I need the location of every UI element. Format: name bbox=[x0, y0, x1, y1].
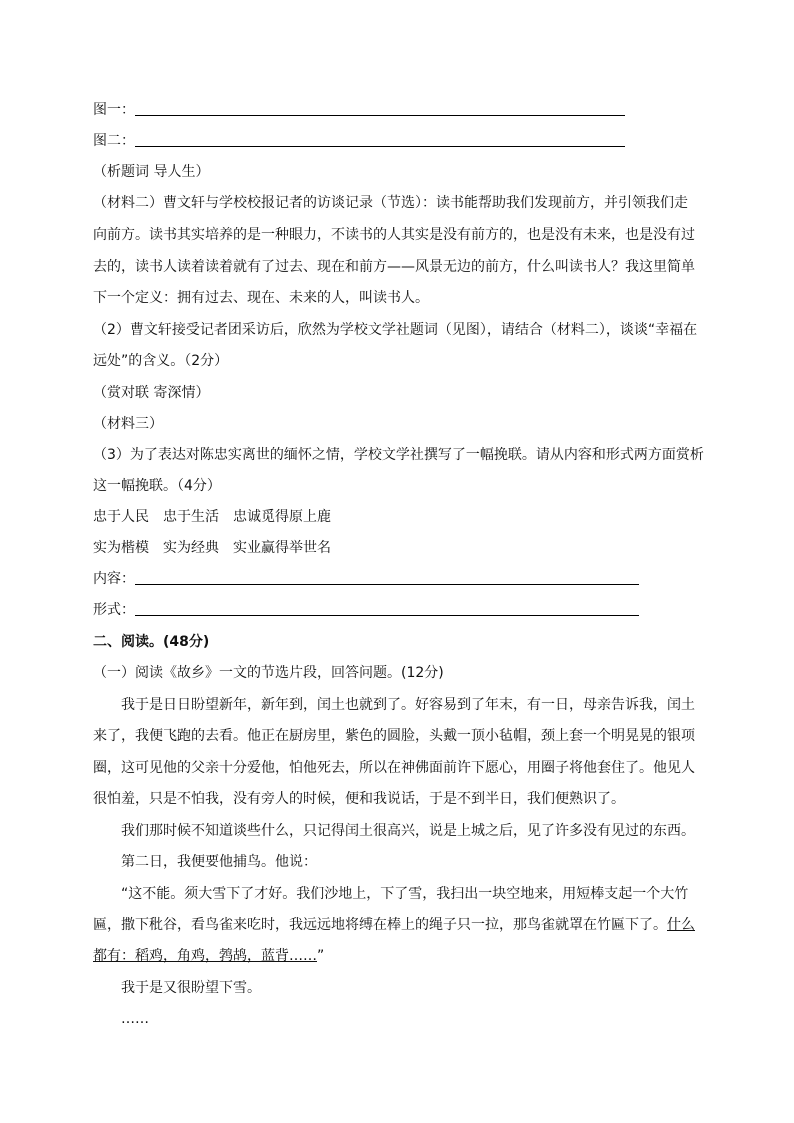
section-tag-1: （析题词 导人生） bbox=[93, 164, 210, 180]
section-two-heading: 二、阅读。(48分) bbox=[93, 634, 210, 650]
material-two-line-3: 去的，读书人读着读着就有了过去、现在和前方——风景无边的前方，什么叫读书人？我这里简单 bbox=[93, 259, 695, 275]
figure-two-label: 图二： bbox=[93, 133, 135, 149]
form-blank bbox=[135, 601, 639, 616]
figure-two-blank bbox=[135, 132, 625, 147]
passage-p4-line-1: “这不能。须大雪下了才好。我们沙地上，下了雪，我扫出一块空地来，用短棒支起一个大竹 bbox=[121, 886, 689, 902]
passage-p4-line-2 bbox=[93, 916, 695, 934]
content-answer-line bbox=[93, 570, 639, 588]
closing-quote: ” bbox=[317, 948, 325, 964]
figure-one-label: 图一： bbox=[93, 102, 135, 118]
content-label: 内容： bbox=[93, 571, 135, 587]
figure-two-line bbox=[93, 132, 625, 150]
question-two-line-1: （2）曹文轩接受记者团采访后，欣然为学校文学社题词（见图），请结合（材料二），谈谈“幸福在 bbox=[93, 322, 698, 338]
section-tag-2: （赏对联 寄深情） bbox=[93, 385, 210, 401]
material-two-line-2: 向前方。读书其实培养的是一种眼力，不读书的人其实是没有前方的，也是没有未来，也是没有过 bbox=[93, 227, 695, 243]
material-three-label: （材料三） bbox=[93, 416, 163, 432]
underlined-phrase-start: 什么 bbox=[667, 917, 695, 933]
material-two-line-1: （材料二）曹文轩与学校校报记者的访谈记录（节选）：读书能帮助我们发现前方，并引领我们走 bbox=[93, 195, 688, 211]
passage-p4-line-3 bbox=[93, 947, 324, 965]
passage-p2: 我们那时候不知道谈些什么，只记得闰土很高兴，说是上城之后，见了许多没有见过的东西。 bbox=[121, 823, 695, 839]
passage-p3: 第二日，我便要他捕鸟。他说： bbox=[121, 854, 317, 870]
figure-one-line bbox=[93, 101, 625, 119]
question-three-line-1: （3）为了表达对陈忠实离世的缅怀之情，学校文学社撰写了一幅挽联。请从内容和形式两方面赏析 bbox=[93, 447, 704, 463]
underlined-phrase-end: 都有：稻鸡，角鸡，鹁鸪，蓝背…… bbox=[93, 948, 317, 964]
passage-ellipsis: …… bbox=[121, 1011, 149, 1027]
question-three-line-2: 这一幅挽联。（4分） bbox=[93, 478, 221, 494]
figure-one-blank bbox=[135, 101, 625, 116]
content-blank bbox=[135, 570, 639, 585]
question-two-line-2: 远处”的含义。（2分） bbox=[93, 353, 229, 369]
couplet-line-1: 忠于人民 忠于生活 忠诚觅得原上鹿 bbox=[93, 509, 331, 525]
passage-p1-line-4: 很怕羞，只是不怕我，没有旁人的时候，便和我说话，于是不到半日，我们便熟识了。 bbox=[93, 791, 625, 807]
subsection-one-heading: （一）阅读《故乡》一文的节选片段，回答问题。(12分) bbox=[93, 665, 444, 681]
form-label: 形式： bbox=[93, 602, 135, 618]
passage-p1-line-2: 来了，我便飞跑的去看。他正在厨房里，紫色的圆脸，头戴一顶小毡帽，颈上套一个明晃晃的银项 bbox=[93, 728, 695, 744]
material-two-line-4: 下一个定义：拥有过去、现在、未来的人，叫读书人。 bbox=[93, 290, 429, 306]
passage-p5: 我于是又很盼望下雪。 bbox=[121, 980, 261, 996]
passage-p4-line-2-text: 匾，撒下秕谷，看鸟雀来吃时，我远远地将缚在棒上的绳子只一拉，那鸟雀就罩在竹匾下了。 bbox=[93, 917, 667, 933]
form-answer-line bbox=[93, 601, 639, 619]
passage-p1-line-1: 我于是日日盼望新年，新年到，闰土也就到了。好容易到了年末，有一日，母亲告诉我，闰土 bbox=[121, 697, 695, 713]
passage-p1-line-3: 圈，这可见他的父亲十分爱他，怕他死去，所以在神佛面前许下愿心，用圈子将他套住了。他见人 bbox=[93, 760, 695, 776]
couplet-line-2: 实为楷模 实为经典 实业赢得举世名 bbox=[93, 540, 331, 556]
